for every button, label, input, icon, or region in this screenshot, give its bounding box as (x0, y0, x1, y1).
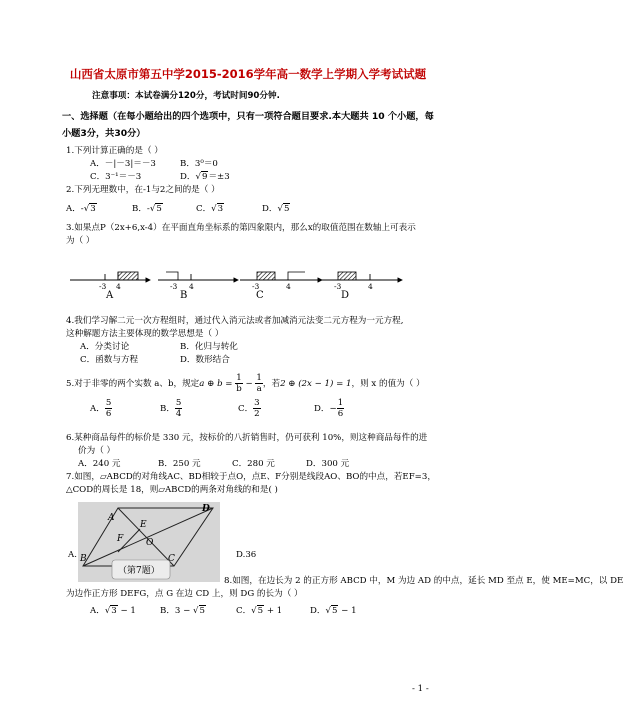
q1-option-c: C．3⁻¹＝－3 (90, 172, 142, 182)
notice: 注意事项：本试卷满分120分，考试时间90分钟. (92, 91, 280, 101)
q5-option-b: B． $\frac{5}{4}$ (160, 398, 182, 419)
q4-option-a: A．分类讨论 (80, 342, 130, 352)
q7-point-c: C (168, 554, 175, 564)
q5-stem: 5.对于非零的两个实数 a、b，规定a ⊕ b = $\frac{1}{b}$ − $\frac{1}{a}$ ，若2 ⊕ (2x − 1) = 1，则 x 的值为（ ） (66, 373, 425, 394)
q3-c-tick-left: -3 (252, 282, 260, 291)
q3-a-tick-right: 4 (116, 282, 121, 291)
section-heading-line2: 小题3分，共30分） (62, 128, 146, 139)
q6-option-c: C．280 元 (232, 459, 275, 469)
q2-option-b: B．-√5 (132, 204, 162, 214)
q8-stem-line2: 为边作正方形 DEFG，点 G 在边 CD 上，则 DG 的长为（ ） (66, 589, 303, 599)
q3-number-line-d (322, 272, 402, 280)
q7-point-d: D (202, 504, 210, 514)
q7-point-e: E (140, 520, 147, 530)
q8-option-b: B．3 − √5 (160, 606, 205, 616)
q6-option-a: A．240 元 (78, 459, 121, 469)
q2-option-c: C．√3 (196, 204, 224, 214)
q4-stem-line1: 4.我们学习解二元一次方程组时，通过代入消元法或者加减消元法变二元方程为一元方程, (66, 316, 404, 326)
q6-option-b: B．250 元 (158, 459, 201, 469)
q6-option-d: D．300 元 (306, 459, 350, 469)
q2-stem: 2.下列无理数中，在-1与2之间的是（ ） (66, 185, 220, 195)
q6-stem-line1: 6.某种商品每件的标价是 330 元，按标价的八折销售时，仍可获利 10%，则这种商品每件的进 (66, 433, 428, 443)
q3-label-b: B (180, 290, 188, 301)
q5-option-c: C． $\frac{3}{2}$ (238, 398, 260, 419)
q2-option-a: A．-√3 (66, 204, 96, 214)
q1-option-d: D．√9＝±3 (180, 172, 230, 182)
q7-point-b: B (80, 554, 87, 564)
q3-number-line-c (240, 272, 322, 280)
q1-stem: 1.下列计算正确的是（ ） (66, 146, 163, 156)
q7-option-a: A. (68, 550, 77, 560)
q3-stem-line2: 为（ ） (66, 236, 95, 246)
q7-point-a: A (108, 513, 115, 523)
q5-option-a: A． $\frac{5}{6}$ (90, 398, 112, 419)
q3-number-line-b (158, 272, 238, 280)
q8-option-d: D．√5 − 1 (310, 606, 357, 616)
exam-title: 山西省太原市第五中学2015-2016学年高一数学上学期入学考试试题 (69, 67, 427, 81)
q3-label-c: C (256, 290, 264, 301)
page-number: - 1 - (412, 684, 429, 694)
q4-option-c: C．函数与方程 (80, 355, 139, 365)
q3-label-a: A (106, 290, 114, 301)
q6-stem-line2: 价为（ ） (78, 446, 116, 456)
q2-option-d: D．√5 (262, 204, 290, 214)
q4-option-d: D．数形结合 (180, 355, 230, 365)
q7-point-f: F (117, 534, 124, 544)
q3-d-tick-right: 4 (368, 282, 373, 291)
q7-option-d: D.36 (236, 550, 257, 560)
q3-b-tick-right: 4 (189, 282, 194, 291)
q7-figure-caption: （第7题） (118, 566, 160, 576)
q3-label-d: D (341, 290, 350, 301)
q8-stem-line1: 8.如图，在边长为 2 的正方形 ABCD 中，M 为边 AD 的中点，延长 MD 至点 E，使 ME=MC，以 DE (224, 576, 623, 586)
q3-d-tick-left: -3 (334, 282, 342, 291)
q7-stem-line1: 7.如图，▱ABCD的对角线AC、BD相较于点O，点E、F分别是线段AO、BO的中点，若EF=3， (66, 472, 436, 482)
q1-option-a: A．－|－3|＝－3 (90, 159, 156, 169)
q3-stem-line1: 3.如果点P（2x+6,x-4）在平面直角坐标系的第四象限内，那么x的取值范围在数轴上可表示 (66, 223, 416, 233)
q7-point-o: O (146, 538, 154, 548)
q3-a-tick-left: -3 (99, 282, 107, 291)
q3-b-tick-left: -3 (170, 282, 178, 291)
q8-option-c: C．√5 + 1 (236, 606, 283, 616)
q3-c-tick-right: 4 (286, 282, 291, 291)
section-heading-line1: 一、选择题（在每小题给出的四个选项中，只有一项符合题目要求.本大题共 10 个小题，每 (62, 111, 434, 122)
q8-option-a: A．√3 − 1 (90, 606, 136, 616)
q4-option-b: B．化归与转化 (180, 342, 238, 352)
q5-option-d: D．− $\frac{1}{6}$ (314, 398, 344, 419)
q1-option-b: B．3⁰＝0 (180, 159, 218, 169)
q7-stem-line2: △COD的周长是 18，则▱ABCD的两条对角线的和是( ) (66, 485, 278, 495)
q4-stem-line2: 这种解题方法主要体现的数学思想是（ ） (66, 329, 224, 339)
q3-number-line-a (70, 272, 150, 280)
